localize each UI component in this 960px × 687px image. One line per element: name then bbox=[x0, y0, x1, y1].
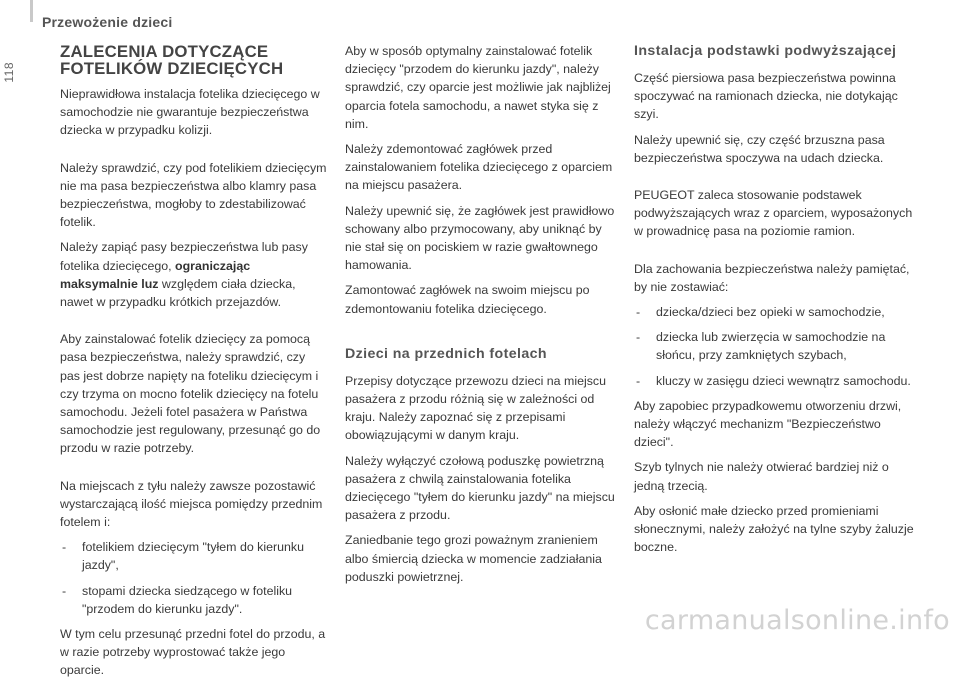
paragraph-safety-reminder: Dla zachowania bezpieczeństwa należy pamiętać, by nie zostawiać: bbox=[634, 261, 910, 294]
paragraph-rear-windows: Szyb tylnych nie należy otwierać bardziej niż o jedną trzecią. bbox=[634, 460, 889, 493]
paragraph-move-seat: W tym celu przesunąć przedni fotel do przodu, a w razie potrzeby wyprostować także jego oparcie. bbox=[60, 627, 326, 678]
column-left bbox=[60, 42, 328, 687]
fasten-belts-bold: ograniczając maksymalnie luz bbox=[60, 258, 251, 291]
paragraph-regulations: Przepisy dotyczące przewozu dzieci na miejscu pasażera z przodu różnią się w zależności od kraju. Należy zapoznać się z przepisami obowiązującymi w danym kraju. bbox=[345, 373, 607, 443]
list-item: - dziecka/dzieci bez opieki w samochodzie, bbox=[634, 303, 914, 321]
paragraph-rear-space: Na miejscach z tyłu należy zawsze pozostawić wystarczającą ilość miejsca pomiędzy przednim fotelem i: bbox=[60, 478, 323, 530]
section-heading-front-seats: Dzieci na przednich fotelach bbox=[345, 345, 547, 362]
paragraph-airbag-warning: Zaniedbanie tego grozi poważnym zranieniem albo śmiercią dziecka w momencie zadziałania poduszki powietrznej. bbox=[345, 533, 602, 584]
paragraph-headrest-stowed: Należy upewnić się, że zagłówek jest prawidłowo schowany albo przymocowany, aby uniknąć by nie stał się on pociskiem w razie gwałtownego hamowania. bbox=[345, 203, 615, 273]
main-heading-line2: FOTELIKÓW DZIECIĘCYCH bbox=[60, 59, 284, 78]
main-heading-line1: ZALECENIA DOTYCZĄCE bbox=[60, 42, 269, 61]
safety-list bbox=[634, 303, 914, 390]
paragraph-belt-installation: Aby zainstalować fotelik dziecięcy za pomocą pasa bezpieczeństwa, należy sprawdzić, czy pas jest dobrze napięty na foteliku dziecięcym i czy trzyma on mocno fotelik dziecięcy na fotelu samochodu. Jeżeli fotel pasażera w Państwa samochodzie jest regulowany, przesunąć go do przodu w razie potrzeby. bbox=[60, 332, 321, 456]
paragraph-disable-airbag: Należy wyłączyć czołową poduszkę powietrzną pasażera z chwilą zainstalowania fotelika dziecięcego "tyłem do kierunku jazdy" na miejscu pasażera z przodu. bbox=[345, 453, 615, 523]
column-right bbox=[634, 42, 914, 563]
paragraph-remove-headrest: Należy zdemontować zagłówek przed zainstalowaniem fotelika dziecięcego z oparciem na miejscu pasażera. bbox=[345, 142, 613, 193]
rear-space-list bbox=[60, 538, 328, 618]
paragraph-refit-headrest: Zamontować zagłówek na swoim miejscu po zdemontowaniu fotelika dziecięcego. bbox=[345, 283, 590, 316]
section-header-title: Przewożenie dzieci bbox=[42, 14, 173, 30]
paragraph-forward-facing: Aby w sposób optymalny zainstalować fotelik dziecięcy "przodem do kierunku jazdy", należy sprawdzić, czy oparcie jest możliwie jak najbliżej oparcia fotela samochodu, a nawet styka się z nim. bbox=[345, 44, 611, 131]
fasten-belts-text-b: względem ciała dziecka, nawet w przypadku krótkich przejazdów. bbox=[60, 276, 296, 310]
paragraph-chest-belt: Część piersiowa pasa bezpieczeństwa powinna spoczywać na ramionach dziecka, nie dotykając szyi. bbox=[634, 71, 898, 122]
page-number: 118 bbox=[2, 62, 16, 83]
column-middle bbox=[345, 42, 620, 593]
main-heading bbox=[60, 43, 328, 77]
header-accent-bar bbox=[30, 0, 33, 22]
paragraph-incorrect-installation: Nieprawidłowa instalacja fotelika dziecięcego w samochodzie nie gwarantuje bezpieczeństwa dziecka w przypadku kolizji. bbox=[60, 87, 320, 138]
paragraph-peugeot-recommends: PEUGEOT zaleca stosowanie podstawek podwyższających wraz z oparciem, wyposażonych w prowadnicę pasa na poziomie ramion. bbox=[634, 188, 913, 239]
list-item: - fotelikiem dziecięcym "tyłem do kierunku jazdy", bbox=[60, 538, 328, 574]
paragraph-child-lock: Aby zapobiec przypadkowemu otworzeniu drzwi, należy włączyć mechanizm "Bezpieczeństwo dzieci". bbox=[634, 398, 902, 450]
list-item: - dziecka lub zwierzęcia w samochodzie na słońcu, przy zamkniętych szybach, bbox=[634, 328, 914, 364]
paragraph-check-under-seat: Należy sprawdzić, czy pod fotelikiem dziecięcym nie ma pasa bezpieczeństwa albo klamry pasa bezpieczeństwa, mogłoby to zdestabilizować fotelik. bbox=[60, 160, 327, 230]
watermark-text: carmanualsonline.info bbox=[644, 605, 950, 636]
paragraph-sun-blinds: Aby osłonić małe dziecko przed promieniami słonecznymi, należy założyć na tylne szyby żaluzje boczne. bbox=[634, 503, 914, 555]
paragraph-lap-belt: Należy upewnić się, czy część brzuszna pasa bezpieczeństwa spoczywa na udach dziecka. bbox=[634, 132, 885, 165]
fasten-belts-text-a: Należy zapiąć pasy bezpieczeństwa lub pasy fotelika dziecięcego, bbox=[60, 240, 308, 273]
paragraph-fasten-belts bbox=[60, 238, 328, 311]
section-heading-booster: Instalacja podstawki podwyższającej bbox=[634, 43, 897, 59]
list-item: - stopami dziecka siedzącego w foteliku "przodem do kierunku jazdy". bbox=[60, 582, 328, 618]
list-item: - kluczy w zasięgu dzieci wewnątrz samochodu. bbox=[634, 372, 914, 390]
